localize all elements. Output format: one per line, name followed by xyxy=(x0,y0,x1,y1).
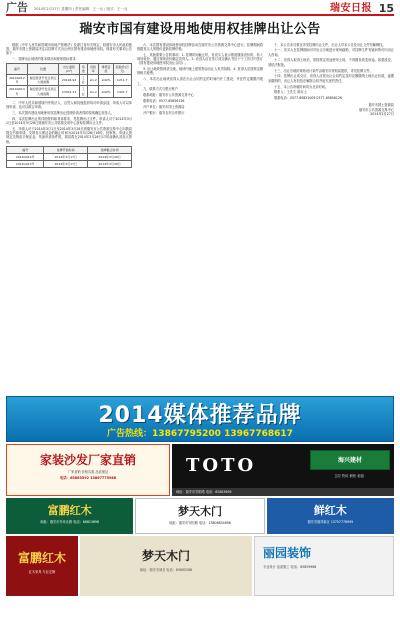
paragraph: 七、其他需要公告的事项：1. 挂牌时间截止时，有竞买人表示愿意继续竞价的，转入现场竞价，通过现场竞价确定竞得人。2. 竞得人应在签订成交确认书后十个工作日内签订《国有建设用地使用权出让合同》。 xyxy=(137,52,263,66)
article-column-1 xyxy=(6,43,132,413)
schedule-table xyxy=(6,146,132,168)
article-column-3 xyxy=(268,43,394,413)
paragraph: 二、中华人民共和国境内外的法人、自然人和其他组织均可申请参加，申请人可以单独申请，也可以联合申请。 xyxy=(6,100,132,109)
article-column-2 xyxy=(137,43,263,413)
paragraph: 十四、挂牌出让成交后，竞得人应按出让合同约定及时足额缴纳土地出让价款，逾期未缴纳的，出让人有权依法解除合同并追究违约责任。 xyxy=(268,74,394,83)
toto-ad[interactable] xyxy=(172,444,394,496)
advertisement-area xyxy=(6,396,394,632)
small-ad-sub: 瑞安市瑞祥新区 13757778999 xyxy=(307,520,354,524)
banner-title: 2014媒体推荐品牌 xyxy=(98,403,302,428)
page-number: 15 xyxy=(378,2,394,15)
contact-line: 联系地址：瑞安市公共资源交易中心 xyxy=(143,93,194,98)
signature-org: 瑞安市国土资源局 xyxy=(368,103,394,108)
signature-org-2: 瑞安市公共资源交易中心 xyxy=(358,107,394,112)
parcel-table xyxy=(6,63,132,97)
sofa-ad-phone: 电话：65863592 13867775988 xyxy=(59,476,117,481)
sofa-ad-title: 家装沙发厂家直销 xyxy=(39,453,136,467)
sofa-ad-sub: 厂家直销 价格实惠 品质保证 xyxy=(67,470,109,474)
signature-date: 2014年2月27日 xyxy=(370,112,394,117)
decor-ad-title: 丽园装饰 xyxy=(263,546,312,560)
paragraph: 三、本次国有建设用地使用权挂牌出让按照价高者得的原则确定竞得人。 xyxy=(12,110,114,115)
door-ad[interactable] xyxy=(80,536,252,596)
redwood-ad-sub: 红木家具 专业定制 xyxy=(28,570,56,575)
media-banner-ad[interactable] xyxy=(6,396,394,442)
paragraph: 十三、出让宗地的规划设计条件由瑞安市规划局提供，详见挂牌文件。 xyxy=(274,68,373,73)
small-ad-title: 富鹏红木 xyxy=(47,504,92,517)
newspaper-logo: 瑞安日报 xyxy=(330,3,372,14)
banner-phone: 广告热线：13867795200 13967768617 xyxy=(107,429,293,439)
decor-ad[interactable] xyxy=(254,536,394,596)
table-row: 2014G013号 2014年3月17日 2014年3月28日 xyxy=(7,160,132,167)
paragraph: 六、本次国有建设用地使用权挂牌活动在瑞安市公共资源交易中心进行。挂牌期间将根据竞买人的报价更新挂牌价格。 xyxy=(137,42,263,51)
paragraph: 十一、竞买人在挂牌期间可对出让宗地进行现场踏勘，对挂牌文件有疑问的可向出让人咨询。 xyxy=(268,48,394,57)
table-row: 2014G012号 2014年3月17日 2014年3月28日 xyxy=(7,153,132,160)
issue-meta: 2014年2月27日 星期四 / 责任编辑：王一兵 / 版式：王一兵 xyxy=(34,7,128,12)
small-ad-sub: 地址：瑞安市安阳路 电话：13806834696 xyxy=(169,521,231,525)
paragraph: 十二、竞得人取得土地后，须按规定用途使用土地，不得擅自改变用途。如需改变，须依法报批。 xyxy=(268,58,394,67)
toto-logo: TOTO xyxy=(186,455,257,476)
sofa-ad[interactable] xyxy=(6,444,170,496)
article-body xyxy=(6,43,394,413)
small-ad[interactable] xyxy=(267,498,394,534)
table-header-row: 编号 位置 出让面积(m²) 用途 容积率 建筑密度 起始价(万元) xyxy=(7,64,132,75)
paragraph: 3. 出让地块按现状交地，地块内地上建筑物由出让人负责拆除。4. 竞得人应按规定缴纳相关税费。 xyxy=(137,67,263,76)
door-ad-sub: 地址：瑞安市城北 电话：65895288 xyxy=(139,568,193,573)
small-ad-title: 梦天木门 xyxy=(177,505,222,518)
redwood-ad-title: 富鹏红木 xyxy=(17,551,66,565)
paragraph: 五、申请人可于2014年3月1日至2014年3月26日到瑞安市公共资源交易中心向我局提交书面申请。交纳竞买保证金的截止时间为2014年3月26日16时。经审核，申请人按规定交纳竞买保证金，具备申请条件的，我局将在2014年3月26日17时前确认其竞买资格。 xyxy=(6,126,132,144)
ad-row-4 xyxy=(6,536,394,596)
redwood-ad[interactable] xyxy=(6,536,78,596)
ad-row-2 xyxy=(6,444,394,496)
ad-row-3 xyxy=(6,498,394,534)
paragraph: 根据《中华人民共和国城市房地产管理法》及浙江省有关规定，经瑞安市人民政府批准，瑞安市国土资源局决定以挂牌方式出让两宗国有建设用地使用权。现将有关事项公告如下： xyxy=(6,42,132,56)
paragraph: 一、挂牌出让地块的基本情况和规划指标要求 xyxy=(12,56,76,61)
paragraph: 九、联系方式与银行账户 xyxy=(143,87,179,92)
paragraph: 八、本次出让地块竞得人须在出让合同约定的时间内开工建设，并在约定期限内竣工。 xyxy=(137,77,263,86)
section-label: 广告 xyxy=(6,1,28,14)
contact-line: 开户银行：瑞安农村合作银行 xyxy=(143,110,185,115)
contact-line: 联系电话：0577-65821009 0577-65856126 xyxy=(274,96,342,101)
contact-line: 开户单位：瑞安市国土资源局 xyxy=(143,104,185,109)
toto-footer: 地址：瑞安市安阳路 电话：65883698 xyxy=(172,488,394,496)
paragraph: 十五、本公告所载时间均为北京时间。 xyxy=(274,84,329,89)
paragraph: 四、本次挂牌出让的详细资料和具体要求，见挂牌出让文件。申请人可于2014年3月1日至2014年3月26日到瑞安市公共资源交易中心获取挂牌出让文件。 xyxy=(6,116,132,125)
contact-line: 联系电话：0577-65856126 xyxy=(143,98,185,103)
table-row: 2014G013号 瑞安经济开发区滨江大道南侧 23361.33 工业 ≥1.2 ≥40% 1401.7 xyxy=(7,86,132,97)
paragraph: 十、本公告未尽事宜详见挂牌出让文件，出让人对本公告及出让文件有解释权。 xyxy=(274,42,386,47)
signature-block xyxy=(268,103,394,116)
table-row: 2014G012号 瑞安经济开发区滨江大道南侧 20194.94 工业 ≥1.2 ≥40% 1211.7 xyxy=(7,75,132,86)
small-ad[interactable] xyxy=(6,498,133,534)
haixing-logo: 海兴建材 xyxy=(310,450,390,470)
toto-tagline: 卫浴 瓷砖 橱柜 地板 xyxy=(333,474,365,478)
small-ad-title: 鲜红木 xyxy=(313,504,347,517)
decor-ad-sub: 专业设计 品质施工 电话：65859968 xyxy=(263,565,317,570)
page-header xyxy=(6,2,394,16)
table-header-row: 编号 挂牌开始时间 挂牌截止时间 xyxy=(7,146,132,153)
small-ad[interactable] xyxy=(135,498,264,534)
contact-line: 联系人：王先生 陈女士 xyxy=(274,90,307,95)
door-ad-title: 梦天木门 xyxy=(141,549,190,563)
article-headline: 瑞安市国有建设用地使用权挂牌出让公告 xyxy=(79,22,321,37)
small-ad-sub: 地址：瑞安市外环北路 电话：66813698 xyxy=(40,520,99,524)
